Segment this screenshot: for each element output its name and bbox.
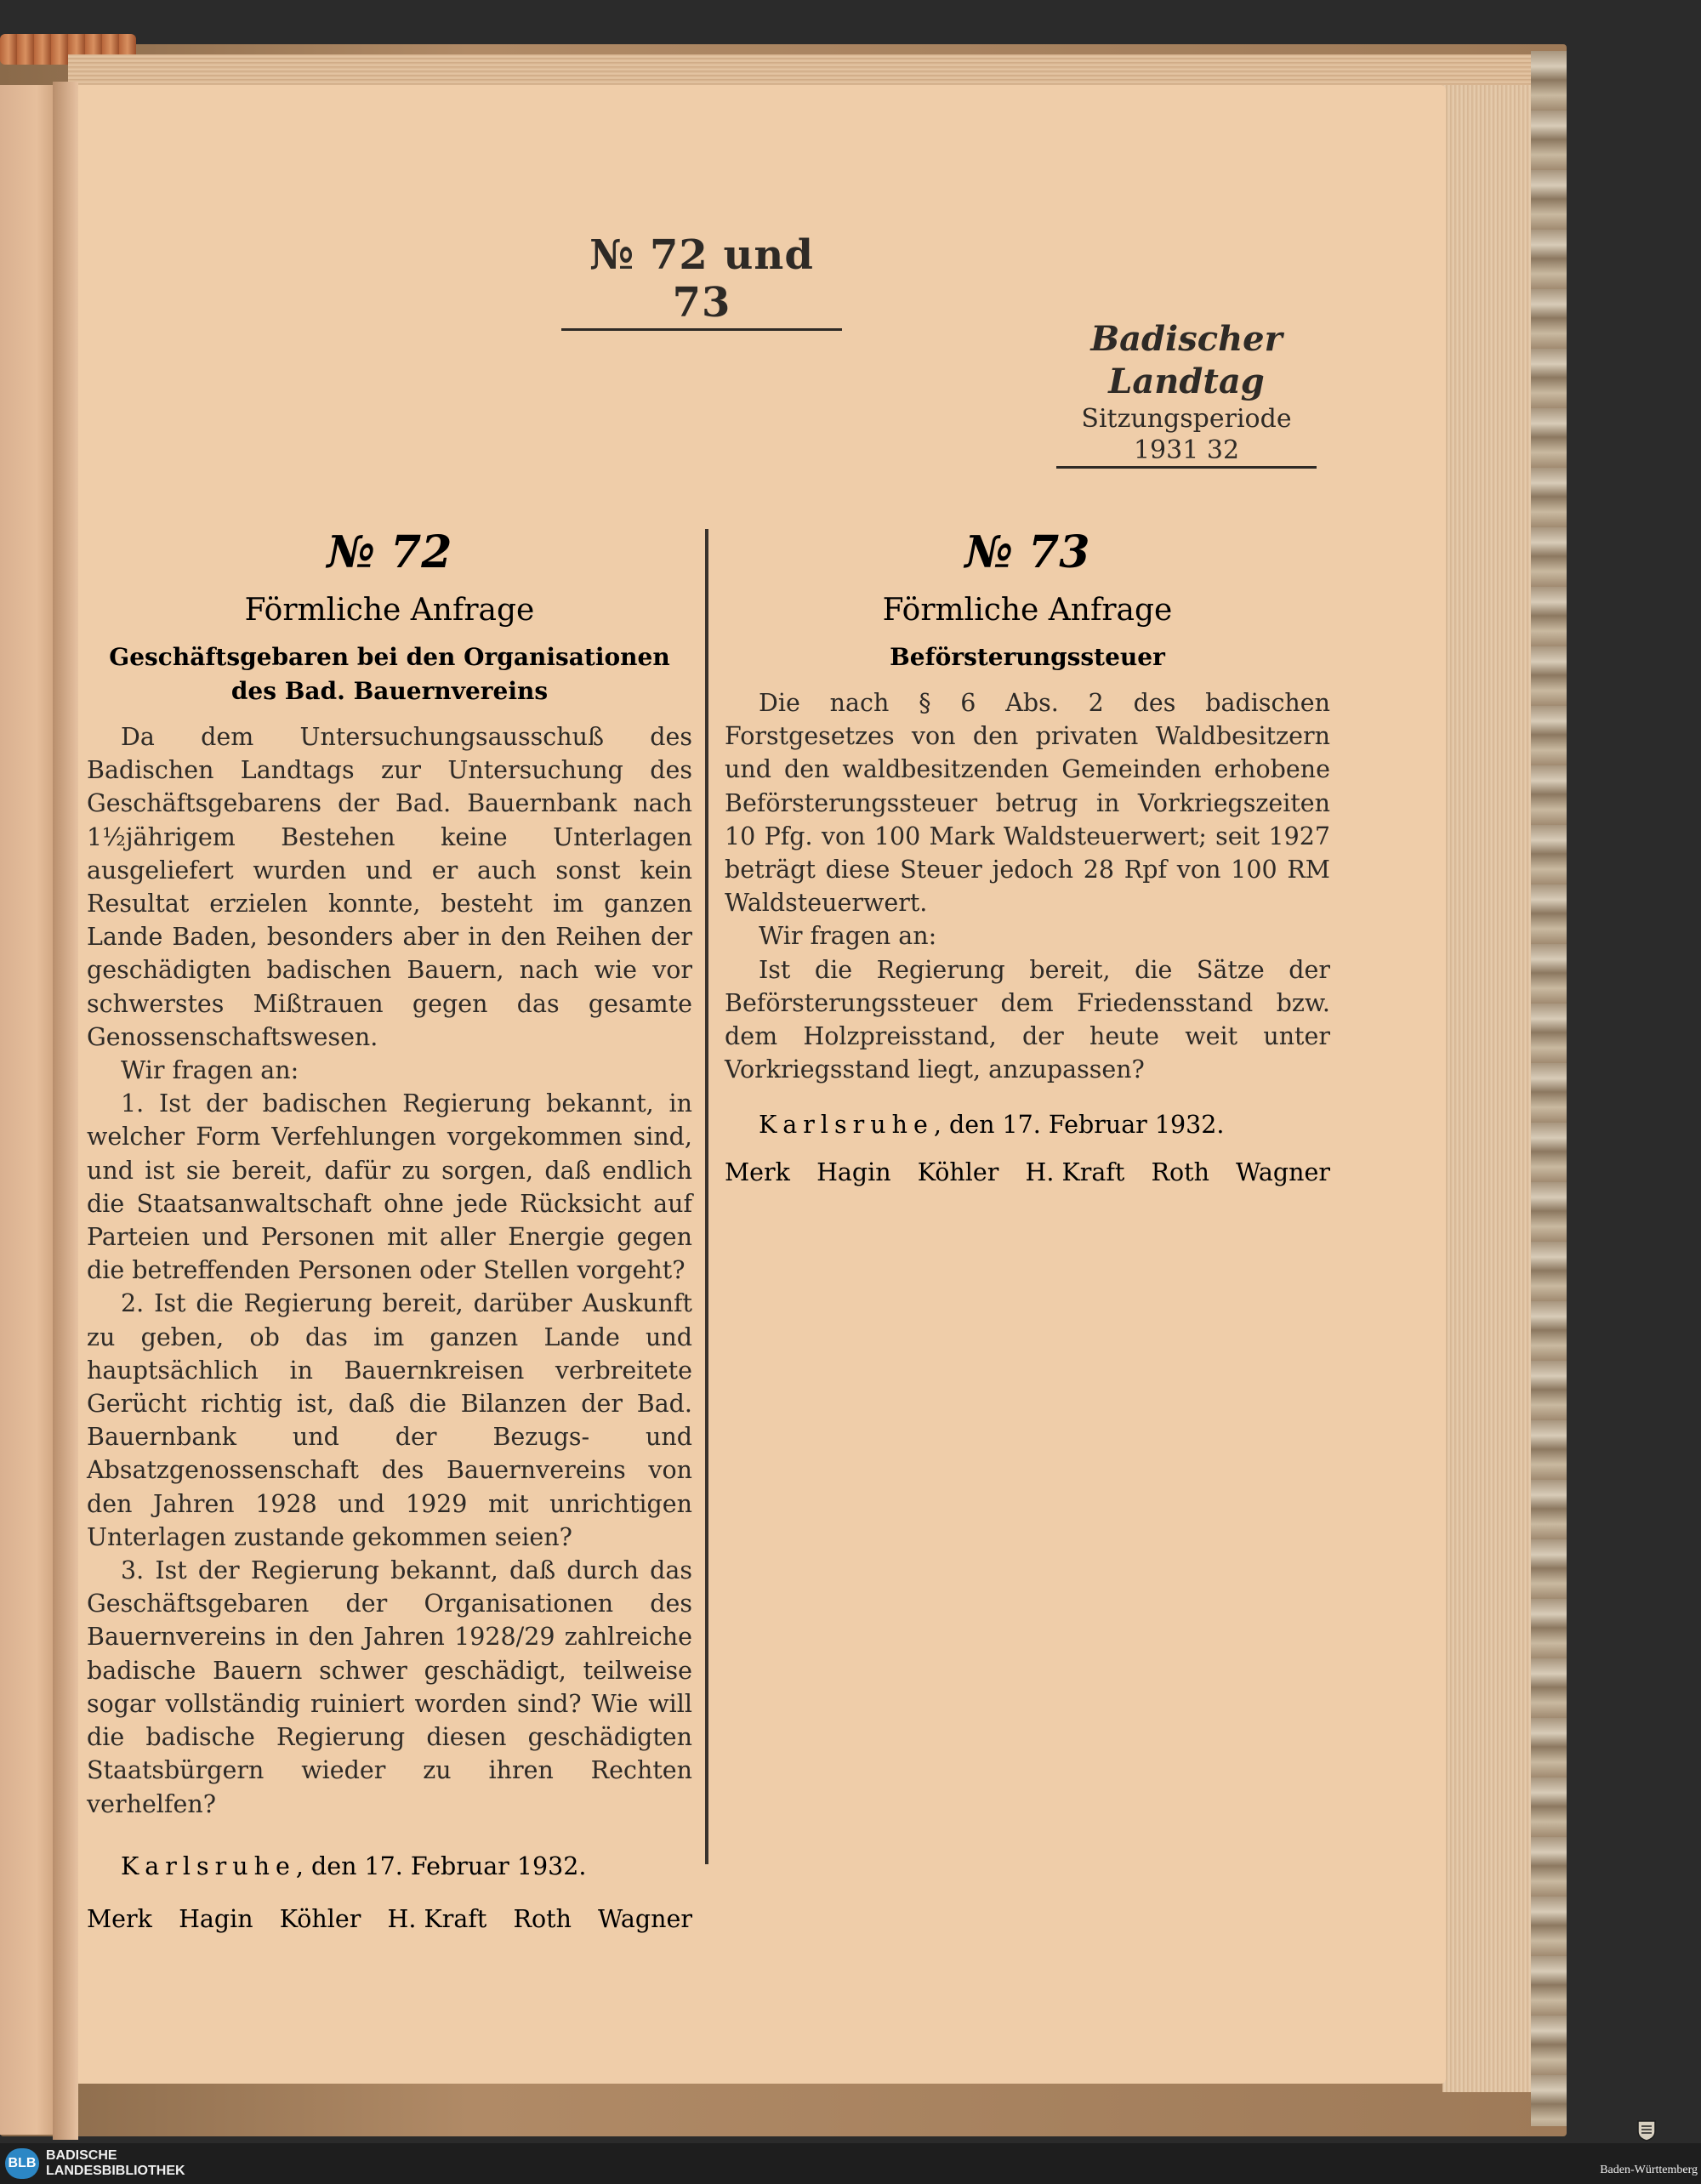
paragraph: Wir fragen an: xyxy=(759,922,937,951)
column-divider xyxy=(705,529,708,1864)
landtag-stamp xyxy=(1046,318,1327,469)
question-2: 2. Ist die Regierung bereit, darüber Auskunft zu geben, ob das im ganzen Lande und hauptsächlich in Bauernkreisen verbreitete Gerücht richtig ist, daß die Bilanzen der Bad. Bauernbank und der Bezugs- und Absatzgenossenschaft des Bauernvereins von den Jahren 1928 und 1929 mit unrichtigen Unterlagen zustande gekommen seien? xyxy=(87,1289,692,1551)
stamp-line-1: Badischer Landtag xyxy=(1090,319,1283,401)
state-label: Baden-Württemberg xyxy=(1600,2164,1698,2176)
column-inquiry-72 xyxy=(87,523,692,1937)
document-title: № 72 und 73 xyxy=(561,231,842,331)
paragraph: Wir fragen an: xyxy=(121,1056,299,1085)
place: Karlsruhe xyxy=(759,1111,934,1140)
inquiry-subject: Beförsterungssteuer xyxy=(890,643,1165,671)
signer: Hagin xyxy=(816,1158,891,1187)
date: , den 17. Februar 1932. xyxy=(933,1111,1225,1140)
question-3: 3. Ist der Regierung bekannt, daß durch das Geschäftsgebaren der Organisationen des Bauernvereins in den Jahren 1928/29 zahlreiche badische Bauern schwer geschädigt, teilweise sogar vollständig ruiniert worden sind? Wie will die badische Regierung diesen geschädigten Staatsbürgern wieder zu ihren Rechten verhelfen? xyxy=(87,1556,692,1818)
fore-edge-pages xyxy=(1442,85,1531,2092)
paragraph: Da dem Untersuchungsausschuß des Badischen Landtags zur Untersuchung des Geschäftsgebarens der Bad. Bauernbank nach 1½jährigem Bestehen keine Unterlagen ausgeliefert wurden und er auch sonst kein Resultat erzielen konnte, besteht im ganzen Lande Baden, besonders aber in den Reihen der geschädigten badischen Bauern, nach wie vor schwerstes Mißtrauen gegen das gesamte Genossenschaftswesen. xyxy=(87,723,692,1051)
signer: Merk xyxy=(87,1904,152,1933)
library-footer xyxy=(0,2143,1701,2184)
library-name-line-2: LANDESBIBLIOTHEK xyxy=(46,2164,185,2178)
inquiry-subject: Geschäftsgebaren bei den Organisationen des Bad. Bauernvereins xyxy=(109,643,670,705)
signer: H. Kraft xyxy=(387,1904,487,1933)
column-inquiry-73 xyxy=(725,523,1330,1190)
gutter-shadow xyxy=(53,82,78,2140)
signers xyxy=(725,1156,1330,1190)
signer: Köhler xyxy=(917,1158,999,1187)
question-1: 1. Ist der badischen Regierung bekannt, in welcher Form Verfehlungen vorgekommen sind, und ist sie bereit, dafür zu sorgen, daß endlich die Staatsanwaltschaft ohne jede Rücksicht auf Parteien und Personen mit aller Energie gegen die betreffenden Personen oder Stellen vorgeht? xyxy=(87,1089,692,1285)
signer: Merk xyxy=(725,1158,790,1187)
signer: Roth xyxy=(1151,1158,1209,1187)
signer: Roth xyxy=(513,1904,572,1933)
inquiry-number: № 73 xyxy=(964,526,1090,578)
stamp-line-2: Sitzungsperiode xyxy=(1081,404,1292,434)
signer: Wagner xyxy=(1236,1158,1330,1187)
signer: Köhler xyxy=(279,1904,361,1933)
stamp-line-3: 1931 32 xyxy=(1056,435,1317,469)
marbled-page-edge xyxy=(1531,51,1567,2126)
question: Ist die Regierung bereit, die Sätze der Beförsterungssteuer dem Friedensstand bzw. dem Holzpreisstand, der heute weit unter Vorkriegsstand liegt, anzupassen? xyxy=(725,955,1330,1084)
place-date xyxy=(87,1850,692,1884)
state-crest-icon xyxy=(1635,2119,1658,2141)
signer: H. Kraft xyxy=(1025,1158,1125,1187)
inquiry-type: Förmliche Anfrage xyxy=(244,593,535,628)
library-name-line-1: BADISCHE xyxy=(46,2148,117,2163)
place: Karlsruhe xyxy=(121,1851,296,1880)
blb-logo-icon: BLB xyxy=(5,2148,39,2179)
date: , den 17. Februar 1932. xyxy=(295,1851,587,1880)
top-page-edge xyxy=(68,54,1531,88)
paragraph: Die nach § 6 Abs. 2 des badischen Forstgesetzes von den privaten Waldbesitzern und den waldbesitzenden Gemeinden erhobene Beförsterungssteuer betrug in Vorkriegszeiten 10 Pfg. von 100 Mark Waldsteuerwert; seit 1927 beträgt diese Steuer jedoch 28 Rpf von 100 RM Waldsteuerwert. xyxy=(725,689,1330,918)
inquiry-type: Förmliche Anfrage xyxy=(882,593,1173,628)
library-name xyxy=(46,2148,185,2179)
signer: Wagner xyxy=(598,1904,692,1933)
inquiry-number: № 72 xyxy=(327,526,452,578)
place-date xyxy=(725,1108,1330,1142)
signer: Hagin xyxy=(179,1904,253,1933)
signers xyxy=(87,1902,692,1937)
